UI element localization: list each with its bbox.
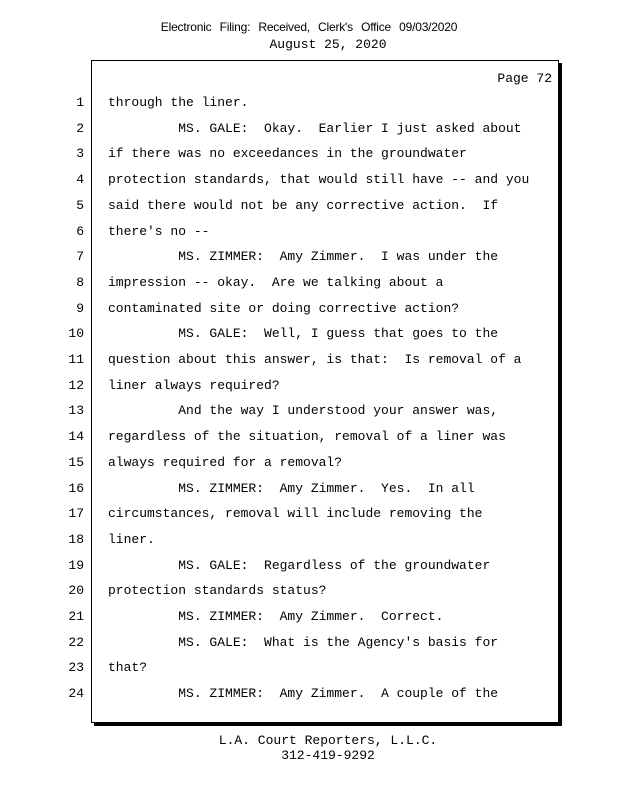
reporter-company: L.A. Court Reporters, L.L.C. xyxy=(218,733,438,748)
line-number: 8 xyxy=(76,275,84,290)
reporter-phone: 312-419-9292 xyxy=(281,748,375,763)
transcript-line: always required for a removal? xyxy=(108,455,343,470)
transcript-line: question about this answer, is that: Is removal of a xyxy=(108,352,522,367)
line-number: 19 xyxy=(68,558,84,573)
line-number: 1 xyxy=(76,95,84,110)
transcript-line: liner always required? xyxy=(108,378,280,393)
line-number: 20 xyxy=(68,583,84,598)
line-number: 7 xyxy=(76,249,84,264)
line-number: 15 xyxy=(68,455,84,470)
line-number: 24 xyxy=(68,686,84,701)
line-number: 3 xyxy=(76,146,84,161)
line-number: 11 xyxy=(68,352,84,367)
line-number: 12 xyxy=(68,378,84,393)
transcript-line: said there would not be any corrective action. If xyxy=(108,198,499,213)
line-number: 5 xyxy=(76,198,84,213)
transcript-line: protection standards, that would still have -- and you xyxy=(108,172,530,187)
transcript-line: protection standards status? xyxy=(108,583,327,598)
line-number: 21 xyxy=(68,609,84,624)
transcript-line: And the way I understood your answer was, xyxy=(108,403,499,418)
hearing-date: August 25, 2020 xyxy=(269,37,387,52)
transcript-line: circumstances, removal will include removing the xyxy=(108,506,483,521)
transcript-line: MS. ZIMMER: Amy Zimmer. Correct. xyxy=(108,609,444,624)
line-number: 17 xyxy=(68,506,84,521)
transcript-line: MS. ZIMMER: Amy Zimmer. A couple of the xyxy=(108,686,499,701)
transcript-line: liner. xyxy=(108,532,155,547)
transcript-line: regardless of the situation, removal of a liner was xyxy=(108,429,506,444)
transcript-line: MS. GALE: What is the Agency's basis for xyxy=(108,635,499,650)
line-number: 22 xyxy=(68,635,84,650)
line-number: 23 xyxy=(68,660,84,675)
line-number: 14 xyxy=(68,429,84,444)
line-number: 2 xyxy=(76,121,84,136)
transcript-line: if there was no exceedances in the groundwater xyxy=(108,146,467,161)
transcript-line: through the liner. xyxy=(108,95,249,110)
transcript-line: MS. GALE: Regardless of the groundwater xyxy=(108,558,491,573)
line-number: 16 xyxy=(68,481,84,496)
transcript-line: there's no -- xyxy=(108,224,210,239)
transcript-line: that? xyxy=(108,660,148,675)
transcript-line: MS. GALE: Well, I guess that goes to the xyxy=(108,326,499,341)
line-number: 10 xyxy=(68,326,84,341)
filing-stamp: Electronic Filing: Received, Clerk's Office 09/03/2020 xyxy=(160,20,458,34)
line-number: 18 xyxy=(68,532,84,547)
page-number: Page 72 xyxy=(497,71,552,86)
transcript-line: MS. GALE: Okay. Earlier I just asked about xyxy=(108,121,522,136)
line-number: 4 xyxy=(76,172,84,187)
line-number: 6 xyxy=(76,224,84,239)
line-number: 9 xyxy=(76,301,84,316)
transcript-line: impression -- okay. Are we talking about a xyxy=(108,275,444,290)
transcript-line: MS. ZIMMER: Amy Zimmer. I was under the xyxy=(108,249,499,264)
line-number: 13 xyxy=(68,403,84,418)
transcript-line: MS. ZIMMER: Amy Zimmer. Yes. In all xyxy=(108,481,475,496)
transcript-line: contaminated site or doing corrective action? xyxy=(108,301,460,316)
